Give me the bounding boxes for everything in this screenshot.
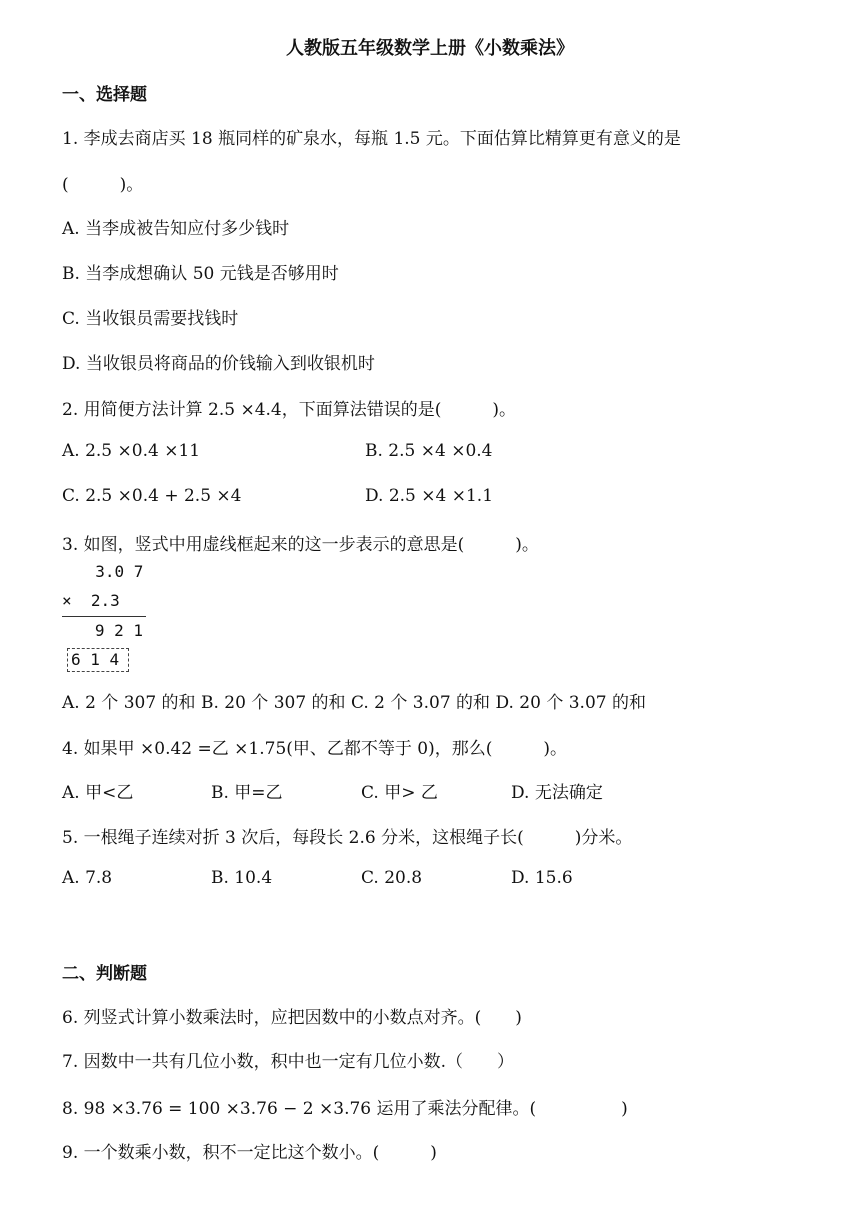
question-4-stem: 4. 如果甲 ×0.42 =乙 ×1.75(甲、乙都不等于 0)，那么( )。 [62, 739, 568, 759]
page-title: 人教版五年级数学上册《小数乘法》 [286, 38, 574, 59]
section-heading-judgement: 二、判断题 [62, 964, 147, 984]
question-5-option-c: C. 20.8 [361, 868, 423, 888]
question-5-option-b: B. 10.4 [211, 868, 273, 888]
question-3-options: A. 2 个 307 的和 B. 20 个 307 的和 C. 2 个 3.07 的和 D. 20 个 3.07 的和 [62, 693, 646, 713]
section-heading-choice: 一、选择题 [62, 85, 147, 105]
question-4-option-a: A. 甲<乙 [62, 783, 134, 803]
vertical-row-multiplier: × 2.3 [62, 591, 120, 610]
question-1-option-d: D. 当收银员将商品的价钱输入到收银机时 [62, 354, 375, 374]
question-9: 9. 一个数乘小数，积不一定比这个数小。( ) [62, 1143, 437, 1163]
question-5-stem: 5. 一根绳子连续对折 3 次后，每段长 2.6 分米，这根绳子长( )分米。 [62, 828, 633, 848]
vertical-row-multiplicand: 3.0 7 [76, 562, 144, 581]
question-2-option-c: C. 2.5 ×0.4 + 2.5 ×4 [62, 486, 242, 506]
question-4-option-b: B. 甲=乙 [211, 783, 283, 803]
question-2-option-d: D. 2.5 ×4 ×1.1 [365, 486, 494, 506]
vertical-row-partial-2: 6 1 4 [71, 650, 120, 669]
question-5-option-a: A. 7.8 [62, 868, 113, 888]
vertical-divider-line [62, 616, 146, 617]
vertical-row-partial-1: 9 2 1 [66, 621, 144, 640]
question-6: 6. 列竖式计算小数乘法时，应把因数中的小数点对齐。( ) [62, 1008, 522, 1028]
question-4-option-c: C. 甲> 乙 [361, 783, 438, 803]
question-1-option-b: B. 当李成想确认 50 元钱是否够用时 [62, 264, 339, 284]
question-1-option-c: C. 当收银员需要找钱时 [62, 309, 239, 329]
question-2-option-a: A. 2.5 ×0.4 ×11 [62, 441, 201, 461]
question-1-stem: 1. 李成去商店买 18 瓶同样的矿泉水，每瓶 1.5 元。下面估算比精算更有意义的是 [62, 129, 681, 149]
question-7: 7. 因数中一共有几位小数，积中也一定有几位小数.（ ） [62, 1052, 515, 1072]
vertical-multiplication [62, 560, 148, 676]
question-4-option-d: D. 无法确定 [511, 783, 603, 803]
question-8: 8. 98 ×3.76 = 100 ×3.76 − 2 ×3.76 运用了乘法分配律。( ) [62, 1099, 628, 1119]
question-2-stem: 2. 用简便方法计算 2.5 ×4.4，下面算法错误的是( )。 [62, 400, 517, 420]
question-5-option-d: D. 15.6 [511, 868, 573, 888]
question-3-stem: 3. 如图，竖式中用虚线框起来的这一步表示的意思是( )。 [62, 535, 539, 555]
question-1-option-a: A. 当李成被告知应付多少钱时 [62, 219, 290, 239]
question-2-option-b: B. 2.5 ×4 ×0.4 [365, 441, 493, 461]
question-1-blank: ( )。 [62, 175, 144, 195]
